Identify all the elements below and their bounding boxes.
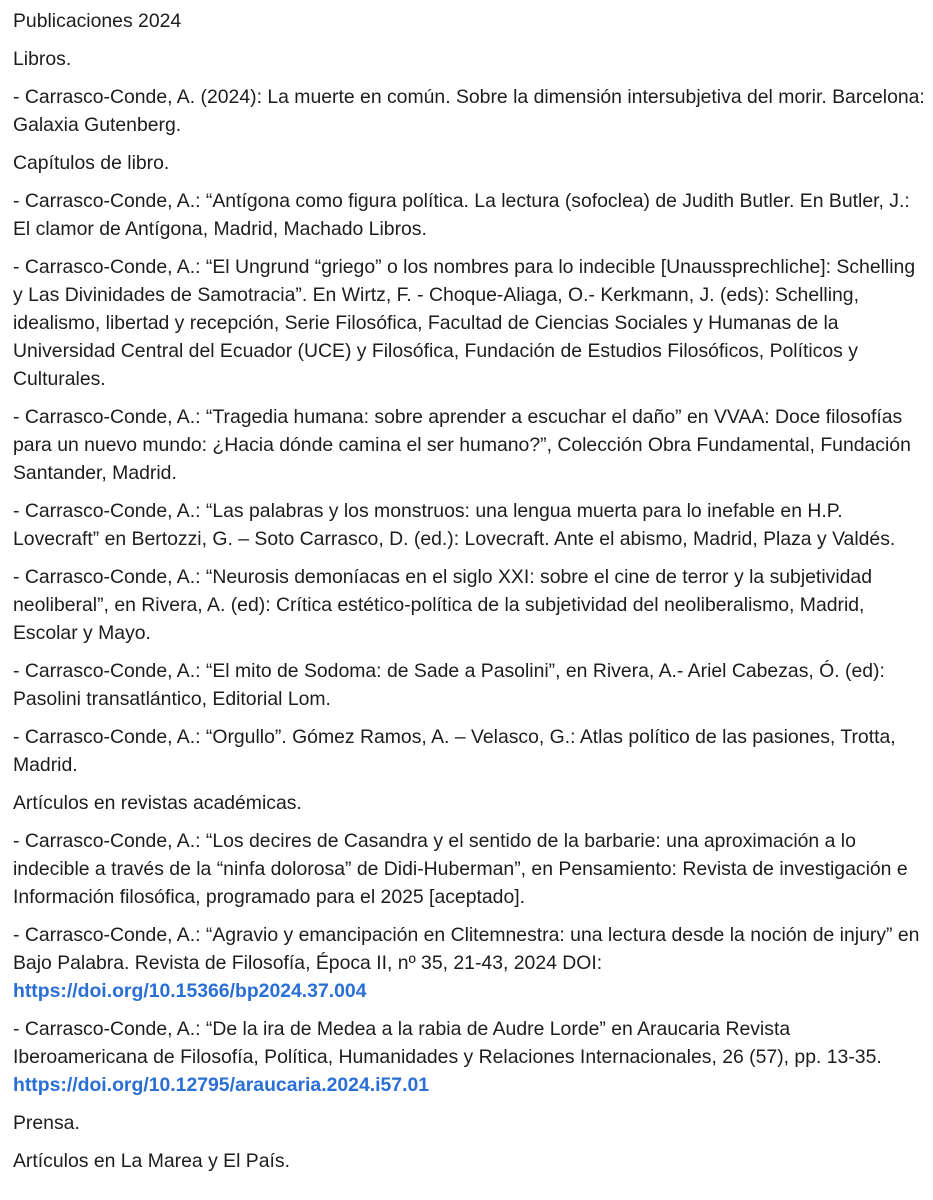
document-body: [13, 7, 925, 1185]
list-item: - Carrasco-Conde, A.: “Orgullo”. Gómez Ramos, A. – Velasco, G.: Atlas político de las pasiones, Trotta, Madrid.: [13, 726, 896, 776]
section-heading-chapters: Capítulos de libro.: [13, 152, 170, 174]
section-heading-books: Libros.: [13, 48, 72, 70]
list-item-with-doi: [13, 1015, 925, 1099]
doi-link[interactable]: https://doi.org/10.15366/bp2024.37.004: [13, 980, 367, 1002]
list-item: - Carrasco-Conde, A.: “Neurosis demoníacas en el siglo XXI: sobre el cine de terror y la subjetividad neoliberal”, en Rivera, A. (ed): Crítica estético-política de la subjetividad del neoliberalismo, Madrid, Escolar y Mayo.: [13, 566, 872, 644]
list-item: Artículos en La Marea y El País.: [13, 1150, 290, 1172]
list-item: - Carrasco-Conde, A. (2024): La muerte en común. Sobre la dimensión intersubjetiva del morir. Barcelona: Galaxia Gutenberg.: [13, 86, 925, 136]
list-item-with-doi: [13, 921, 925, 1005]
list-item: - Carrasco-Conde, A.: “El Ungrund “griego” o los nombres para lo indecible [Unaussprechliche]: Schelling y Las Divinidades de Samotracia”. En Wirtz, F. - Choque-Aliaga, O.- Kerkmann, J. (eds): Schelling, idealismo, libertad y recepción, Serie Filosófica, Facultad de Ciencias Sociales y Humanas de la Universidad Central del Ecuador (UCE) y Filosófica, Fundación de Estudios Filosóficos, Políticos y Culturales.: [13, 256, 916, 390]
doi-link[interactable]: https://doi.org/10.12795/araucaria.2024.i57.01: [13, 1074, 430, 1096]
section-heading-articles: Artículos en revistas académicas.: [13, 792, 302, 814]
list-item: - Carrasco-Conde, A.: “El mito de Sodoma: de Sade a Pasolini”, en Rivera, A.- Ariel Cabezas, Ó. (ed): Pasolini transatlántico, Editorial Lom.: [13, 660, 885, 710]
entry-text: - Carrasco-Conde, A.: “Agravio y emancipación en Clitemnestra: una lectura desde la noción de injury” en Bajo Palabra. Revista de Filosofía, Época II, nº 35, 21-43, 2024 DOI:: [13, 924, 920, 974]
list-item: - Carrasco-Conde, A.: “Tragedia humana: sobre aprender a escuchar el daño” en VVAA: Doce filosofías para un nuevo mundo: ¿Hacia dónde camina el ser humano?”, Colección Obra Fundamental, Fundación Santander, Madrid.: [13, 406, 911, 484]
list-item: - Carrasco-Conde, A.: “Los decires de Casandra y el sentido de la barbarie: una aproximación a lo indecible a través de la “ninfa dolorosa” de Didi-Huberman”, en Pensamiento: Revista de investigación e Información filosófica, programado para el 2025 [aceptado].: [13, 830, 908, 908]
section-heading-press: Prensa.: [13, 1112, 80, 1134]
page-title: Publicaciones 2024: [13, 10, 182, 32]
list-item: - Carrasco-Conde, A.: “Antígona como figura política. La lectura (sofoclea) de Judith Butler. En Butler, J.: El clamor de Antígona, Madrid, Machado Libros.: [13, 190, 910, 240]
entry-text: - Carrasco-Conde, A.: “De la ira de Medea a la rabia de Audre Lorde” en Araucaria Revista Iberoamericana de Filosofía, Política, Humanidades y Relaciones Internacionales, 26 (57), pp. 13-35.: [13, 1018, 882, 1068]
list-item: - Carrasco-Conde, A.: “Las palabras y los monstruos: una lengua muerta para lo inefable en H.P. Lovecraft” en Bertozzi, G. – Soto Carrasco, D. (ed.): Lovecraft. Ante el abismo, Madrid, Plaza y Valdés.: [13, 500, 896, 550]
